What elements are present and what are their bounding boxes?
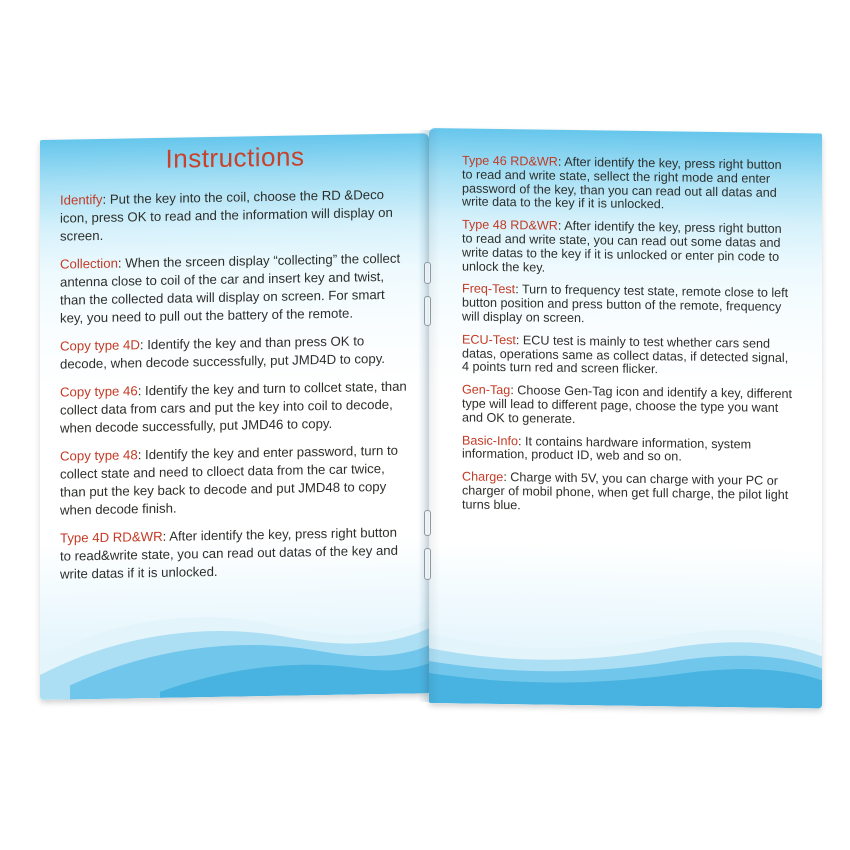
page-title: Instructions — [165, 141, 305, 174]
left-page-content — [60, 141, 410, 584]
item-label: Identify — [60, 191, 103, 208]
instruction-item-gen-tag — [462, 384, 792, 430]
right-page-content — [462, 154, 792, 516]
instruction-item-freq-test — [462, 283, 792, 329]
left-page — [40, 133, 429, 700]
item-text: : After identify the key, press right button to read&write state, you can read out datas of the key and write datas if it is unlocked. — [60, 524, 398, 582]
staple-top-lower — [424, 296, 431, 326]
item-text: : Charge with 5V, you can charge with your PC or charger of mobil phone, when get full charge, the pilot light turns blue. — [462, 470, 789, 513]
instruction-item-charge — [462, 471, 792, 517]
item-label: Charge — [462, 469, 504, 485]
item-text: : Put the key into the coil, choose the RD &Deco icon, press OK to read and the information will display on screen. — [60, 186, 393, 244]
item-label: Gen-Tag — [462, 382, 511, 398]
item-label: Copy type 4D — [60, 337, 140, 354]
instruction-item-type-48-rdwr — [462, 219, 792, 279]
item-label: Type 4D RD&WR — [60, 528, 163, 546]
instruction-item-copy-4d — [60, 332, 410, 374]
item-label: ECU-Test — [462, 332, 516, 347]
item-text: : It contains hardware information, system information, product ID, web and so on. — [462, 433, 752, 464]
item-text: : Identify the key and than press OK to decode, when decode successfully, put JMD4D to copy. — [60, 333, 385, 372]
instruction-item-collection — [60, 250, 410, 328]
item-text: : When the srceen display “collecting” the collect antenna close to coil of the car and insert key and twist, than the collected data will display on screen. For smart key, you need to pull out the battery of the remote. — [60, 250, 401, 326]
item-text: : After identify the key, press right button to read and write state, sellect the right mode and enter password of the key, than you can read out all datas and write data to the key if it is unlocked. — [462, 154, 782, 212]
item-text: : Turn to frequency test state, remote close to left button position and press button of the remote, frequency will display on screen. — [462, 282, 789, 326]
item-text: : Choose Gen-Tag icon and identify a key, different type will lead to different page, choose the type you want and OK to generate. — [462, 383, 792, 426]
item-text: : ECU test is mainly to test whether cars send datas, operations same as collect datas, if detected signal, 4 points turn red and screen flicker. — [462, 332, 789, 377]
instruction-item-copy-48 — [60, 442, 410, 520]
item-label: Copy type 48 — [60, 447, 138, 464]
item-label: Copy type 46 — [60, 383, 138, 400]
instruction-item-identify — [60, 186, 410, 246]
wave-decoration — [429, 593, 822, 708]
item-label: Type 48 RD&WR — [462, 217, 558, 233]
staple-top — [424, 262, 431, 284]
instruction-item-type-4d-rdwr — [60, 524, 410, 584]
item-text: : Identify the key and turn to collcet state, than collect data from cars and put the key into coil to decode, when decode successfully, put JMD46 to copy. — [60, 378, 407, 436]
instruction-item-type-46-rdwr — [462, 154, 792, 214]
staple-bottom-lower — [424, 548, 431, 580]
item-text: : Identify the key and enter password, turn to collect state and need to clloect data from the car twice, than put the key back to decode and put JMD48 to copy when decode finish. — [60, 442, 398, 518]
staple-bottom — [424, 510, 431, 536]
item-label: Type 46 RD&WR — [462, 153, 558, 169]
item-label: Collection — [60, 255, 118, 272]
item-label: Freq-Test — [462, 281, 516, 297]
instruction-item-ecu-test — [462, 333, 792, 379]
instruction-item-copy-46 — [60, 378, 410, 438]
item-text: : After identify the key, press right button to read and write state, you can read out some datas and write datas to the key if it is unlocked or enter pin code to unlock the key. — [462, 218, 782, 275]
right-page — [429, 128, 822, 708]
item-label: Basic-Info — [462, 433, 518, 448]
wave-decoration — [40, 583, 429, 700]
instruction-item-basic-info — [462, 434, 792, 466]
